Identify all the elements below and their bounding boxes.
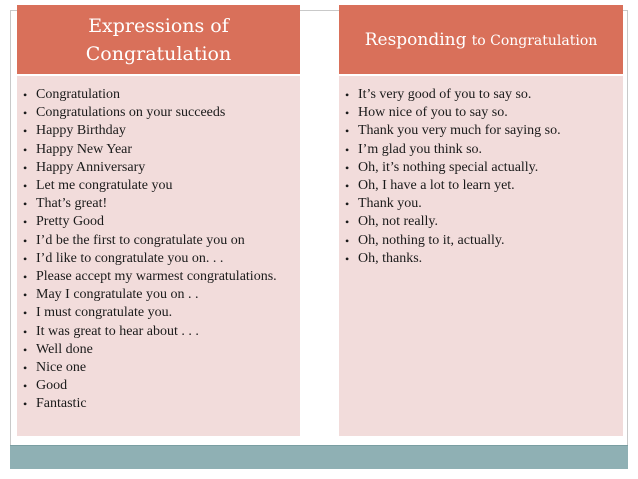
list-item: • Oh, it’s nothing special actually.	[345, 159, 623, 177]
list-item: • Well done	[23, 341, 300, 359]
list-item: • Oh, thanks.	[345, 250, 623, 268]
footer-bar	[10, 445, 628, 469]
bullet-icon: •	[23, 379, 28, 394]
list-item: • It was great to hear about . . .	[23, 323, 300, 341]
bullet-icon: •	[345, 160, 350, 175]
bullet-icon: •	[23, 306, 28, 321]
bullet-icon: •	[345, 179, 350, 194]
bullet-icon: •	[23, 270, 28, 285]
list-item: • Congratulation	[23, 86, 300, 104]
bullet-icon: •	[345, 233, 350, 248]
list-item: • I’m glad you think so.	[345, 141, 623, 159]
expressions-header	[17, 5, 300, 76]
bullet-icon: •	[345, 88, 350, 102]
list-item: • I must congratulate you.	[23, 304, 300, 322]
list-item: • Happy New Year	[23, 141, 300, 159]
responding-list	[339, 76, 623, 268]
bullet-icon: •	[23, 397, 28, 412]
bullet-icon: •	[345, 197, 350, 212]
list-item: • Happy Birthday	[23, 122, 300, 140]
list-item: • Let me congratulate you	[23, 177, 300, 195]
responding-panel	[339, 5, 623, 436]
bullet-icon: •	[23, 179, 28, 194]
bullet-icon: •	[23, 288, 28, 303]
expressions-list	[17, 76, 300, 414]
bullet-icon: •	[23, 124, 28, 139]
bullet-icon: •	[23, 215, 28, 230]
responding-title-part1: Responding	[364, 29, 467, 50]
list-item: • Fantastic	[23, 395, 300, 413]
list-item: • Pretty Good	[23, 213, 300, 231]
expressions-title-line1: Expressions of	[88, 14, 229, 37]
responding-title-part2: to Congratulation	[471, 32, 598, 49]
bullet-icon: •	[345, 215, 350, 230]
expressions-panel	[17, 5, 300, 436]
expressions-title-line2: Congratulation	[85, 42, 232, 65]
list-item: • I’d be the first to congratulate you on	[23, 232, 300, 250]
list-item: • Happy Anniversary	[23, 159, 300, 177]
bullet-icon: •	[23, 324, 28, 339]
list-item: • Oh, nothing to it, actually.	[345, 232, 623, 250]
bullet-icon: •	[345, 251, 350, 266]
list-item: • It’s very good of you to say so.	[345, 86, 623, 104]
bullet-icon: •	[23, 251, 28, 266]
list-item: • Nice one	[23, 359, 300, 377]
bullet-icon: •	[23, 233, 28, 248]
list-item: • I’d like to congratulate you on. . .	[23, 250, 300, 268]
bullet-icon: •	[23, 142, 28, 157]
bullet-icon: •	[23, 88, 28, 102]
bullet-icon: •	[23, 197, 28, 212]
list-item: • May I congratulate you on . .	[23, 286, 300, 304]
list-item: • Oh, I have a lot to learn yet.	[345, 177, 623, 195]
list-item: • Congratulations on your succeeds	[23, 104, 300, 122]
bullet-icon: •	[345, 106, 350, 121]
bullet-icon: •	[345, 142, 350, 157]
bullet-icon: •	[23, 106, 28, 121]
bullet-icon: •	[23, 160, 28, 175]
list-item: • Please accept my warmest congratulations.	[23, 268, 300, 286]
list-item: • That’s great!	[23, 195, 300, 213]
bullet-icon: •	[23, 361, 28, 376]
list-item: • Oh, not really.	[345, 213, 623, 231]
list-item: • Good	[23, 377, 300, 395]
bullet-icon: •	[345, 124, 350, 139]
list-item: • How nice of you to say so.	[345, 104, 623, 122]
responding-header	[339, 5, 623, 76]
list-item: • Thank you.	[345, 195, 623, 213]
bullet-icon: •	[23, 342, 28, 357]
list-item: • Thank you very much for saying so.	[345, 122, 623, 140]
